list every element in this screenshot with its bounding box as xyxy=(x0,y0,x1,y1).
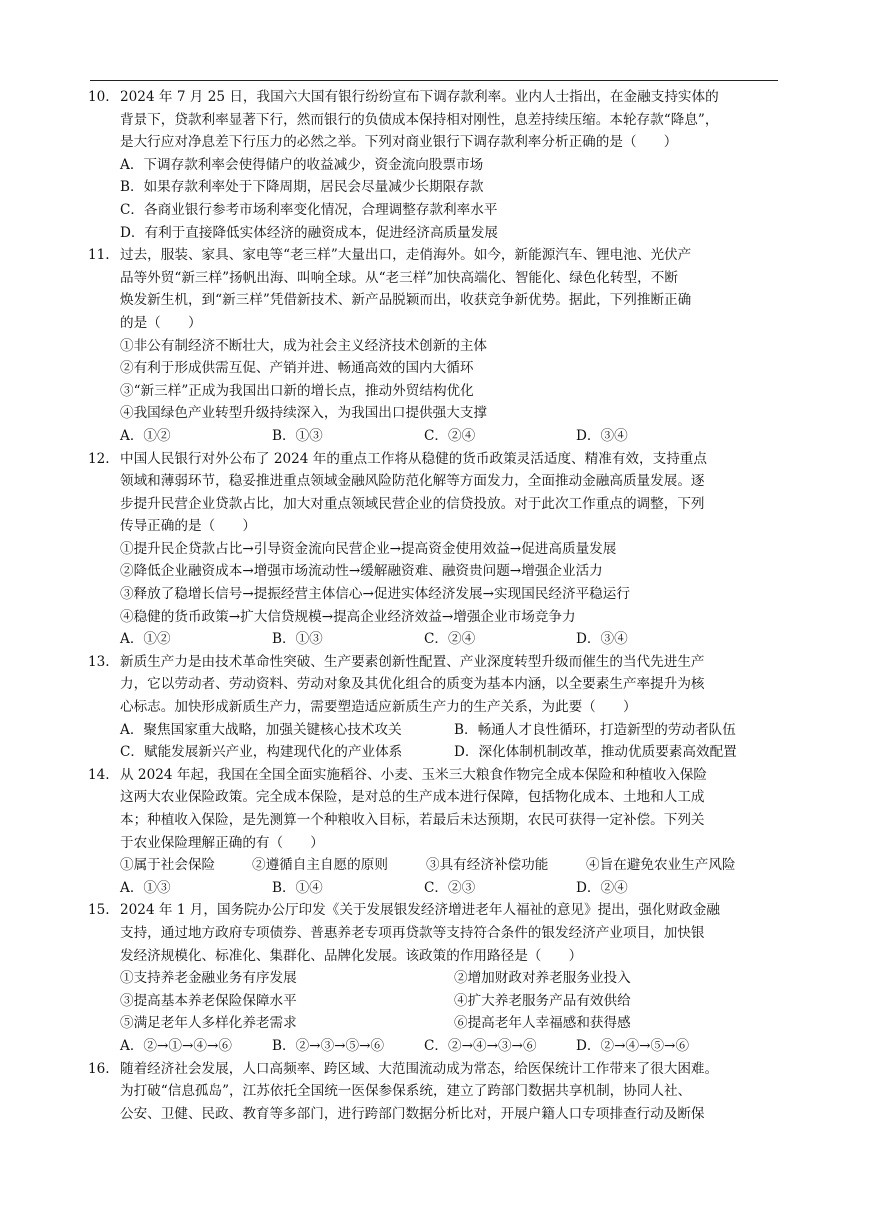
question-stem-line xyxy=(88,1058,788,1081)
stem-text: 背景下，贷款利率显著下行，然而银行的负债成本保持相对刚性，息差持续压缩。本轮存款“降息”， xyxy=(120,111,719,128)
question-13 xyxy=(88,651,788,764)
answer-option: A．下调存款利率会使得储户的收益减少，资金流向股票市场 xyxy=(120,156,484,173)
statement-item: ③具有经济补偿功能 xyxy=(426,857,549,874)
stem-text: 步提升民营企业贷款占比，加大对重点领域民营企业的信贷投放。对于此次工作重点的调整，下列 xyxy=(120,495,705,512)
question-number: 10. xyxy=(88,89,110,105)
stem-text: 支持，通过地方政府专项债券、普惠养老专项再贷款等支持符合条件的银发经济产业项目，加快银 xyxy=(120,924,705,941)
stem-indent xyxy=(88,1103,120,1126)
question-stem-line xyxy=(88,899,788,922)
question-stem-line xyxy=(88,832,788,855)
answer-choice: D．②→④→⑤→⑥ xyxy=(576,1037,690,1054)
answer-choice: A．②→①→④→⑥ xyxy=(120,1037,232,1054)
question-number: 16. xyxy=(88,1060,110,1077)
stem-indent xyxy=(88,289,120,312)
stem-indent xyxy=(88,922,120,945)
stem-text: 新质生产力是由技术革命性突破、生产要素创新性配置、产业深度转型升级而催生的当代先进生产 xyxy=(120,653,705,670)
question-stem-line xyxy=(88,515,788,538)
stem-indent xyxy=(88,267,120,290)
statement-item: ②降低企业融资成本→增强市场流动性→缓解融资难、融资贵问题→增强企业活力 xyxy=(120,563,603,580)
stem-text: 2024 年 7 月 25 日，我国六大国有银行纷纷宣布下调存款利率。业内人士指出，在金融支持实体的 xyxy=(120,89,719,105)
stem-indent xyxy=(88,131,120,154)
question-stem-line xyxy=(88,764,788,787)
question-list xyxy=(88,86,788,1125)
answer-option: C．各商业银行参考市场利率变化情况，合理调整存款利率水平 xyxy=(120,201,498,218)
answer-choice: D．②④ xyxy=(576,879,628,896)
statement-item: ②遵循自主自愿的原则 xyxy=(252,857,388,874)
statement-item: ④旨在避免农业生产风险 xyxy=(586,857,736,874)
stem-text: 品等外贸“新三样”扬帆出海、叫响全球。从“老三样”加快高端化、智能化、绿色化转型，不断 xyxy=(120,269,678,286)
question-number: 15. xyxy=(88,902,110,919)
question-stem-line xyxy=(88,809,788,832)
question-stem-line xyxy=(88,86,788,109)
question-number: 13. xyxy=(88,653,110,670)
question-number: 12. xyxy=(88,450,110,467)
question-stem-line xyxy=(88,448,788,471)
stem-text: 焕发新生机，到“新三样”凭借新技术、新产品脱颖而出，收获竞争新优势。据此，下列推断正确 xyxy=(120,292,692,309)
question-stem-line xyxy=(88,786,788,809)
stem-indent xyxy=(88,786,120,809)
statement-item: ③“新三样”正成为我国出口新的增长点，推动外贸结构优化 xyxy=(120,382,474,399)
stem-text: 2024 年 1 月，国务院办公厅印发《关于发展银发经济增进老年人福祉的意见》提出，强化财政金融 xyxy=(120,902,720,919)
answer-choices-row xyxy=(88,877,788,900)
answer-choice: C．②→④→③→⑥ xyxy=(424,1037,537,1054)
stem-text: 于农业保险理解正确的有（ ） xyxy=(120,834,324,851)
stem-text: 是大行应对净息差下行压力的必然之举。下列对商业银行下调存款利率分析正确的是（ ） xyxy=(120,134,678,151)
paired-option: C．赋能发展新兴产业，构建现代化的产业体系 xyxy=(120,744,403,761)
question-15 xyxy=(88,899,788,1057)
stem-indent xyxy=(88,673,120,696)
paired-row xyxy=(88,741,788,764)
answer-option: D．有利于直接降低实体经济的融资成本，促进经济高质量发展 xyxy=(120,224,498,241)
stem-text: 过去，服装、家具、家电等“老三样”大量出口，走俏海外。如今，新能源汽车、锂电池、光伏产 xyxy=(120,247,692,264)
stem-text: 这两大农业保险政策。完全成本保险，是对总的生产成本进行保障，包括物化成本、土地和人工成 xyxy=(120,789,705,806)
answer-choice: B．①③ xyxy=(272,427,323,444)
paired-row xyxy=(88,1012,788,1035)
question-stem-line xyxy=(88,493,788,516)
stem-indent xyxy=(88,493,120,516)
paired-row xyxy=(88,967,788,990)
stem-text: 传导正确的是（ ） xyxy=(120,518,256,535)
stem-text: 领域和薄弱环节，稳妥推进重点领域金融风险防范化解等方面发力，全面推动金融高质量发展。逐 xyxy=(120,473,705,490)
answer-choice: D．③④ xyxy=(576,631,628,648)
question-stem-line xyxy=(88,696,788,719)
answer-choices-row xyxy=(88,425,788,448)
question-stem-line xyxy=(88,312,788,335)
stem-text: 从 2024 年起，我国在全国全面实施稻谷、小麦、玉米三大粮食作物完全成本保险和种植收入保险 xyxy=(120,766,707,783)
stem-text: 本；种植收入保险，是先测算一个种粮收入目标，若最后未达预期，农民可获得一定补偿。下列关 xyxy=(120,812,705,828)
answer-choice: B．②→③→⑤→⑥ xyxy=(272,1037,385,1054)
statement-items-row xyxy=(88,854,788,877)
answer-choice: A．①② xyxy=(120,631,171,648)
statement-item: ①非公有制经济不断壮大，成为社会主义经济技术创新的主体 xyxy=(120,337,488,354)
stem-text: 心标志。加快形成新质生产力，需要塑造适应新质生产力的生产关系，为此要（ ） xyxy=(120,699,637,716)
statement-item: ②有利于形成供需互促、产销并进、畅通高效的国内大循环 xyxy=(120,360,474,377)
paired-option: ②增加财政对养老服务业投入 xyxy=(454,970,631,987)
statement-item: ①提升民企贷款占比→引导资金流向民营企业→提高资金使用效益→促进高质量发展 xyxy=(120,540,617,557)
statement-item: ④我国绿色产业转型升级持续深入，为我国出口提供强大支撑 xyxy=(120,405,488,422)
stem-indent xyxy=(88,312,120,335)
stem-text: 公安、卫健、民政、教育等多部门，进行跨部门数据分析比对，开展户籍人口专项排查行动及断保 xyxy=(120,1105,705,1122)
answer-choice: C．②③ xyxy=(424,879,476,896)
stem-text: 为打破“信息孤岛”，江苏依托全国统一医保参保系统，建立了跨部门数据共享机制，协同人社、 xyxy=(120,1083,692,1100)
answer-option: B．如果存款利率处于下降周期，居民会尽量减少长期限存款 xyxy=(120,179,484,196)
question-stem-line xyxy=(88,945,788,968)
question-stem-line xyxy=(88,109,788,132)
paired-row xyxy=(88,719,788,742)
question-stem-line xyxy=(88,470,788,493)
answer-choice: A．①② xyxy=(120,427,171,444)
stem-indent xyxy=(88,696,120,719)
paired-option: ④扩大养老服务产品有效供给 xyxy=(454,992,631,1009)
answer-choices-row xyxy=(88,628,788,651)
question-12 xyxy=(88,448,788,651)
stem-text: 发经济规模化、标准化、集群化、品牌化发展。该政策的作用路径是（ ） xyxy=(120,947,583,964)
question-stem-line xyxy=(88,267,788,290)
stem-text: 力，它以劳动者、劳动资料、劳动对象及其优化组合的质变为基本内涵，以全要素生产率提升为核 xyxy=(120,676,705,693)
question-stem-line xyxy=(88,131,788,154)
statement-item: ①属于社会保险 xyxy=(120,857,216,874)
stem-indent xyxy=(88,515,120,538)
paired-option: ⑤满足老年人多样化养老需求 xyxy=(120,1015,297,1032)
paired-option: ①支持养老金融业务有序发展 xyxy=(120,970,297,987)
question-stem-line xyxy=(88,244,788,267)
paired-option: ③提高基本养老保险保障水平 xyxy=(120,992,297,1009)
question-number: 11. xyxy=(88,247,110,264)
answer-choice: B．①③ xyxy=(272,631,323,648)
stem-text: 随着经济社会发展，人口高频率、跨区域、大范围流动成为常态，给医保统计工作带来了很大困难。 xyxy=(120,1060,719,1077)
answer-choices-row xyxy=(88,1035,788,1058)
statement-item: ④稳健的货币政策→扩大信贷规模→提高企业经济效益→增强企业市场竞争力 xyxy=(120,608,576,625)
paired-option: D．深化体制机制改革，推动优质要素高效配置 xyxy=(454,744,737,761)
question-16 xyxy=(88,1058,788,1126)
question-stem-line xyxy=(88,289,788,312)
question-stem-line xyxy=(88,1103,788,1126)
answer-choice: C．②④ xyxy=(424,427,476,444)
answer-choice: B．①④ xyxy=(272,879,323,896)
statement-item: ③释放了稳增长信号→提振经营主体信心→促进实体经济发展→实现国民经济平稳运行 xyxy=(120,586,630,603)
paired-option: A．聚焦国家重大战略，加强关键核心技术攻关 xyxy=(120,721,402,738)
question-stem-line xyxy=(88,922,788,945)
question-10 xyxy=(88,86,788,244)
paired-row xyxy=(88,990,788,1013)
question-stem-line xyxy=(88,651,788,674)
question-11 xyxy=(88,244,788,447)
stem-text: 中国人民银行对外公布了 2024 年的重点工作将从稳健的货币政策灵活适度、精准有效，支持重点 xyxy=(120,450,707,467)
question-14 xyxy=(88,764,788,900)
question-number: 14. xyxy=(88,766,110,783)
answer-choice: A．①③ xyxy=(120,879,171,896)
paired-option: B．畅通人才良性循环，打造新型的劳动者队伍 xyxy=(454,721,736,738)
question-stem-line xyxy=(88,673,788,696)
answer-choice: C．②④ xyxy=(424,631,476,648)
answer-choice: D．③④ xyxy=(576,427,628,444)
stem-text: 的是（ ） xyxy=(120,314,202,331)
stem-indent xyxy=(88,809,120,832)
header-rule xyxy=(90,80,778,81)
paired-option: ⑥提高老年人幸福感和获得感 xyxy=(454,1015,631,1032)
stem-indent xyxy=(88,832,120,855)
stem-indent xyxy=(88,470,120,493)
stem-indent xyxy=(88,109,120,132)
stem-indent xyxy=(88,945,120,968)
stem-indent xyxy=(88,1080,120,1103)
question-stem-line xyxy=(88,1080,788,1103)
